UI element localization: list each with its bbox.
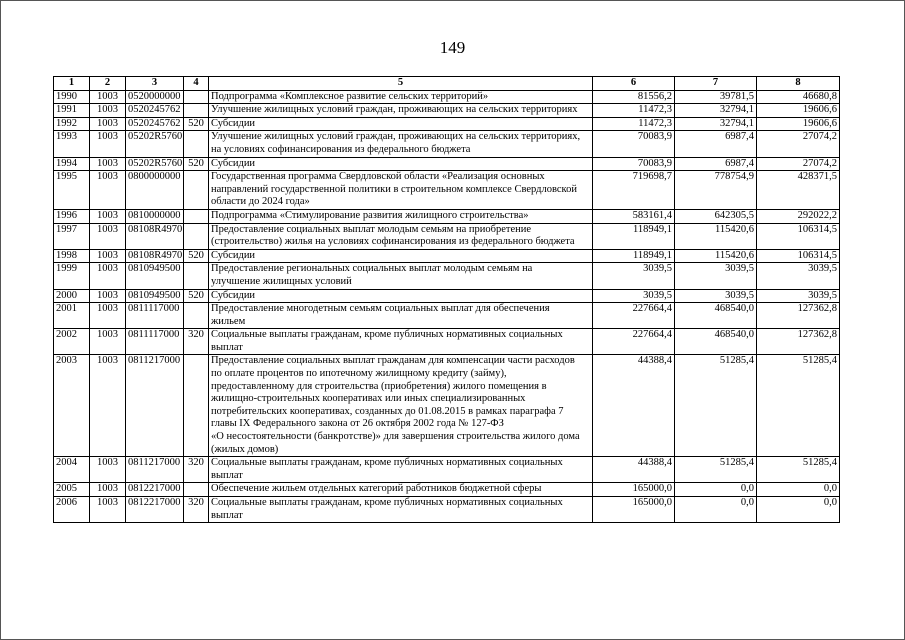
- item-name-line: Государственная программа Свердловской области «Реализация основных: [211, 171, 545, 183]
- table-row: [54, 104, 840, 118]
- expense-type-cell: [184, 104, 209, 118]
- amount-col7-cell: 0,0: [675, 497, 757, 523]
- amount-col7-cell: 468540,0: [675, 329, 757, 355]
- expense-type-cell: [184, 263, 209, 289]
- target-article-cell: 0811217000: [126, 457, 184, 483]
- row-number-cell: 1993: [54, 131, 90, 157]
- row-number-cell: 1992: [54, 117, 90, 131]
- item-name-line: жильем: [211, 315, 246, 327]
- header-cell-4: 4: [184, 77, 209, 91]
- section-code-cell: 1003: [90, 263, 126, 289]
- item-name-line: Субсидии: [211, 117, 256, 129]
- item-name-cell: [209, 329, 593, 355]
- expense-type-cell: 520: [184, 289, 209, 303]
- item-name-cell: [209, 171, 593, 210]
- target-article-cell: 0811117000: [126, 303, 184, 329]
- item-name-line: на условиях софинансирования из федерального бюджета: [211, 143, 471, 155]
- item-name-line: Субсидии: [211, 157, 256, 169]
- budget-table: [53, 76, 840, 523]
- item-name-line: Предоставление региональных социальных выплат молодым семьям на: [211, 263, 533, 275]
- item-name-line: выплат: [211, 509, 243, 521]
- table-row: [54, 289, 840, 303]
- row-number-cell: 1998: [54, 249, 90, 263]
- row-number-cell: 2001: [54, 303, 90, 329]
- row-number-cell: 2000: [54, 289, 90, 303]
- amount-col6-cell: 3039,5: [593, 289, 675, 303]
- item-name-line: улучшение жилищных условий: [211, 275, 352, 287]
- table-row: [54, 303, 840, 329]
- item-name-cell: [209, 289, 593, 303]
- section-code-cell: 1003: [90, 171, 126, 210]
- amount-col8-cell: 106314,5: [757, 249, 840, 263]
- amount-col6-cell: 719698,7: [593, 171, 675, 210]
- target-article-cell: 0811217000: [126, 355, 184, 457]
- item-name-line: (жилых домов): [211, 443, 279, 455]
- item-name-line: Обеспечение жильем отдельных категорий работников бюджетной сферы: [211, 483, 542, 495]
- amount-col8-cell: 106314,5: [757, 223, 840, 249]
- amount-col7-cell: 115420,6: [675, 249, 757, 263]
- amount-col7-cell: 32794,1: [675, 117, 757, 131]
- item-name-line: Подпрограмма «Комплексное развитие сельских территорий»: [211, 90, 489, 102]
- section-code-cell: 1003: [90, 289, 126, 303]
- item-name-cell: [209, 131, 593, 157]
- row-number-cell: 2005: [54, 483, 90, 497]
- row-number-cell: 2004: [54, 457, 90, 483]
- section-code-cell: 1003: [90, 131, 126, 157]
- table-row: [54, 497, 840, 523]
- header-cell-6: 6: [593, 77, 675, 91]
- item-name-cell: [209, 263, 593, 289]
- amount-col6-cell: 44388,4: [593, 457, 675, 483]
- target-article-cell: 08108R4970: [126, 223, 184, 249]
- item-name-line: (строительство) жилья на условиях софинансирования из федерального бюджета: [211, 236, 575, 248]
- expense-type-cell: [184, 90, 209, 104]
- amount-col6-cell: 583161,4: [593, 209, 675, 223]
- item-name-line: Предоставление социальных выплат молодым семьям на приобретение: [211, 223, 532, 235]
- amount-col6-cell: 118949,1: [593, 223, 675, 249]
- amount-col7-cell: 6987,4: [675, 157, 757, 171]
- amount-col8-cell: 0,0: [757, 497, 840, 523]
- item-name-cell: [209, 157, 593, 171]
- expense-type-cell: 320: [184, 457, 209, 483]
- item-name-cell: [209, 457, 593, 483]
- table-row: [54, 90, 840, 104]
- table-row: [54, 157, 840, 171]
- row-number-cell: 1994: [54, 157, 90, 171]
- item-name-line: Предоставление многодетным семьям социальных выплат для обеспечения: [211, 303, 550, 315]
- expense-type-cell: [184, 209, 209, 223]
- item-name-cell: [209, 90, 593, 104]
- item-name-cell: [209, 117, 593, 131]
- item-name-cell: [209, 303, 593, 329]
- item-name-line: области до 2024 года»: [211, 196, 310, 208]
- amount-col8-cell: 428371,5: [757, 171, 840, 210]
- amount-col7-cell: 51285,4: [675, 457, 757, 483]
- amount-col7-cell: 32794,1: [675, 104, 757, 118]
- target-article-cell: 0800000000: [126, 171, 184, 210]
- item-name-cell: [209, 497, 593, 523]
- header-cell-1: 1: [54, 77, 90, 91]
- amount-col8-cell: 3039,5: [757, 263, 840, 289]
- table-row: [54, 483, 840, 497]
- section-code-cell: 1003: [90, 117, 126, 131]
- amount-col8-cell: 27074,2: [757, 131, 840, 157]
- table-row: [54, 171, 840, 210]
- target-article-cell: 0520000000: [126, 90, 184, 104]
- table-row: [54, 117, 840, 131]
- item-name-line: Социальные выплаты гражданам, кроме публичных нормативных социальных: [211, 457, 563, 469]
- amount-col7-cell: 0,0: [675, 483, 757, 497]
- amount-col6-cell: 70083,9: [593, 131, 675, 157]
- amount-col8-cell: 51285,4: [757, 457, 840, 483]
- section-code-cell: 1003: [90, 355, 126, 457]
- amount-col8-cell: 127362,8: [757, 303, 840, 329]
- target-article-cell: 0812217000: [126, 483, 184, 497]
- amount-col7-cell: 3039,5: [675, 263, 757, 289]
- row-number-cell: 2006: [54, 497, 90, 523]
- amount-col7-cell: 642305,5: [675, 209, 757, 223]
- target-article-cell: 05202R5760: [126, 157, 184, 171]
- table-row: [54, 263, 840, 289]
- item-name-cell: [209, 483, 593, 497]
- section-code-cell: 1003: [90, 497, 126, 523]
- row-number-cell: 1997: [54, 223, 90, 249]
- header-cell-5: 5: [209, 77, 593, 91]
- row-number-cell: 1996: [54, 209, 90, 223]
- item-name-line: Субсидии: [211, 249, 256, 261]
- item-name-line: выплат: [211, 469, 243, 481]
- amount-col8-cell: 19606,6: [757, 104, 840, 118]
- item-name-cell: [209, 104, 593, 118]
- item-name-line: выплат: [211, 341, 243, 353]
- amount-col6-cell: 227664,4: [593, 329, 675, 355]
- row-number-cell: 2002: [54, 329, 90, 355]
- table-row: [54, 355, 840, 457]
- row-number-cell: 1999: [54, 263, 90, 289]
- expense-type-cell: 520: [184, 249, 209, 263]
- amount-col7-cell: 3039,5: [675, 289, 757, 303]
- item-name-cell: [209, 355, 593, 457]
- row-number-cell: 1991: [54, 104, 90, 118]
- amount-col6-cell: 70083,9: [593, 157, 675, 171]
- item-name-line: Подпрограмма «Стимулирование развития жилищного строительства»: [211, 209, 529, 221]
- table-row: [54, 223, 840, 249]
- item-name-line: «О несостоятельности (банкротстве)» для завершения строительства жилого дома: [211, 431, 580, 443]
- table-row: [54, 131, 840, 157]
- table-row: [54, 209, 840, 223]
- section-code-cell: 1003: [90, 303, 126, 329]
- amount-col6-cell: 11472,3: [593, 104, 675, 118]
- section-code-cell: 1003: [90, 104, 126, 118]
- item-name-line: направлений государственной политики в строительном комплексе Свердловской: [211, 183, 577, 195]
- header-cell-2: 2: [90, 77, 126, 91]
- row-number-cell: 2003: [54, 355, 90, 457]
- section-code-cell: 1003: [90, 329, 126, 355]
- expense-type-cell: [184, 223, 209, 249]
- item-name-line: Социальные выплаты гражданам, кроме публичных нормативных социальных: [211, 497, 563, 508]
- amount-col6-cell: 165000,0: [593, 483, 675, 497]
- amount-col6-cell: 11472,3: [593, 117, 675, 131]
- target-article-cell: 0810000000: [126, 209, 184, 223]
- item-name-line: главы IX Федерального закона от 26 октября 2002 года № 127-ФЗ: [211, 418, 504, 430]
- amount-col6-cell: 3039,5: [593, 263, 675, 289]
- section-code-cell: 1003: [90, 483, 126, 497]
- header-cell-3: 3: [126, 77, 184, 91]
- amount-col6-cell: 165000,0: [593, 497, 675, 523]
- amount-col8-cell: 27074,2: [757, 157, 840, 171]
- amount-col7-cell: 468540,0: [675, 303, 757, 329]
- page-number: 149: [439, 38, 466, 57]
- section-code-cell: 1003: [90, 249, 126, 263]
- item-name-line: по оплате процентов по ипотечному жилищному кредиту (займу),: [211, 368, 507, 380]
- item-name-line: жилищно-строительных кооперативах или иных специализированных: [211, 393, 526, 405]
- amount-col7-cell: 39781,5: [675, 90, 757, 104]
- target-article-cell: 0810949500: [126, 289, 184, 303]
- target-article-cell: 0811117000: [126, 329, 184, 355]
- expense-type-cell: [184, 303, 209, 329]
- item-name-line: Улучшение жилищных условий граждан, проживающих на сельских территориях,: [211, 131, 581, 143]
- expense-type-cell: 520: [184, 117, 209, 131]
- item-name-cell: [209, 249, 593, 263]
- expense-type-cell: [184, 355, 209, 457]
- amount-col8-cell: 127362,8: [757, 329, 840, 355]
- expense-type-cell: [184, 171, 209, 210]
- header-row: [54, 77, 840, 91]
- target-article-cell: 0520245762: [126, 104, 184, 118]
- amount-col8-cell: 292022,2: [757, 209, 840, 223]
- item-name-line: потребительских кооперативах, созданных до 01.08.2015 в рамках параграфа 7: [211, 405, 564, 417]
- section-code-cell: 1003: [90, 223, 126, 249]
- table-row: [54, 457, 840, 483]
- expense-type-cell: 320: [184, 329, 209, 355]
- amount-col7-cell: 115420,6: [675, 223, 757, 249]
- item-name-line: предоставленному для строительства (приобретения) жилого помещения в: [211, 380, 547, 392]
- amount-col8-cell: 19606,6: [757, 117, 840, 131]
- item-name-line: Социальные выплаты гражданам, кроме публичных нормативных социальных: [211, 329, 563, 341]
- amount-col8-cell: 3039,5: [757, 289, 840, 303]
- amount-col6-cell: 227664,4: [593, 303, 675, 329]
- table-row: [54, 329, 840, 355]
- amount-col6-cell: 81556,2: [593, 90, 675, 104]
- section-code-cell: 1003: [90, 90, 126, 104]
- table-body: [54, 90, 840, 523]
- section-code-cell: 1003: [90, 457, 126, 483]
- item-name-line: Субсидии: [211, 289, 256, 301]
- target-article-cell: 0812217000: [126, 497, 184, 523]
- amount-col6-cell: 44388,4: [593, 355, 675, 457]
- header-cell-7: 7: [675, 77, 757, 91]
- item-name-line: Улучшение жилищных условий граждан, проживающих на сельских территориях: [211, 104, 578, 116]
- amount-col6-cell: 118949,1: [593, 249, 675, 263]
- section-code-cell: 1003: [90, 209, 126, 223]
- target-article-cell: 0520245762: [126, 117, 184, 131]
- target-article-cell: 05202R5760: [126, 131, 184, 157]
- expense-type-cell: 520: [184, 157, 209, 171]
- row-number-cell: 1990: [54, 90, 90, 104]
- amount-col7-cell: 51285,4: [675, 355, 757, 457]
- amount-col7-cell: 778754,9: [675, 171, 757, 210]
- target-article-cell: 0810949500: [126, 263, 184, 289]
- item-name-line: Предоставление социальных выплат гражданам для компенсации части расходов: [211, 355, 575, 367]
- amount-col8-cell: 46680,8: [757, 90, 840, 104]
- header-cell-8: 8: [757, 77, 840, 91]
- amount-col8-cell: 0,0: [757, 483, 840, 497]
- amount-col8-cell: 51285,4: [757, 355, 840, 457]
- expense-type-cell: 320: [184, 497, 209, 523]
- expense-type-cell: [184, 131, 209, 157]
- item-name-cell: [209, 223, 593, 249]
- table-row: [54, 249, 840, 263]
- amount-col7-cell: 6987,4: [675, 131, 757, 157]
- row-number-cell: 1995: [54, 171, 90, 210]
- section-code-cell: 1003: [90, 157, 126, 171]
- item-name-cell: [209, 209, 593, 223]
- expense-type-cell: [184, 483, 209, 497]
- target-article-cell: 08108R4970: [126, 249, 184, 263]
